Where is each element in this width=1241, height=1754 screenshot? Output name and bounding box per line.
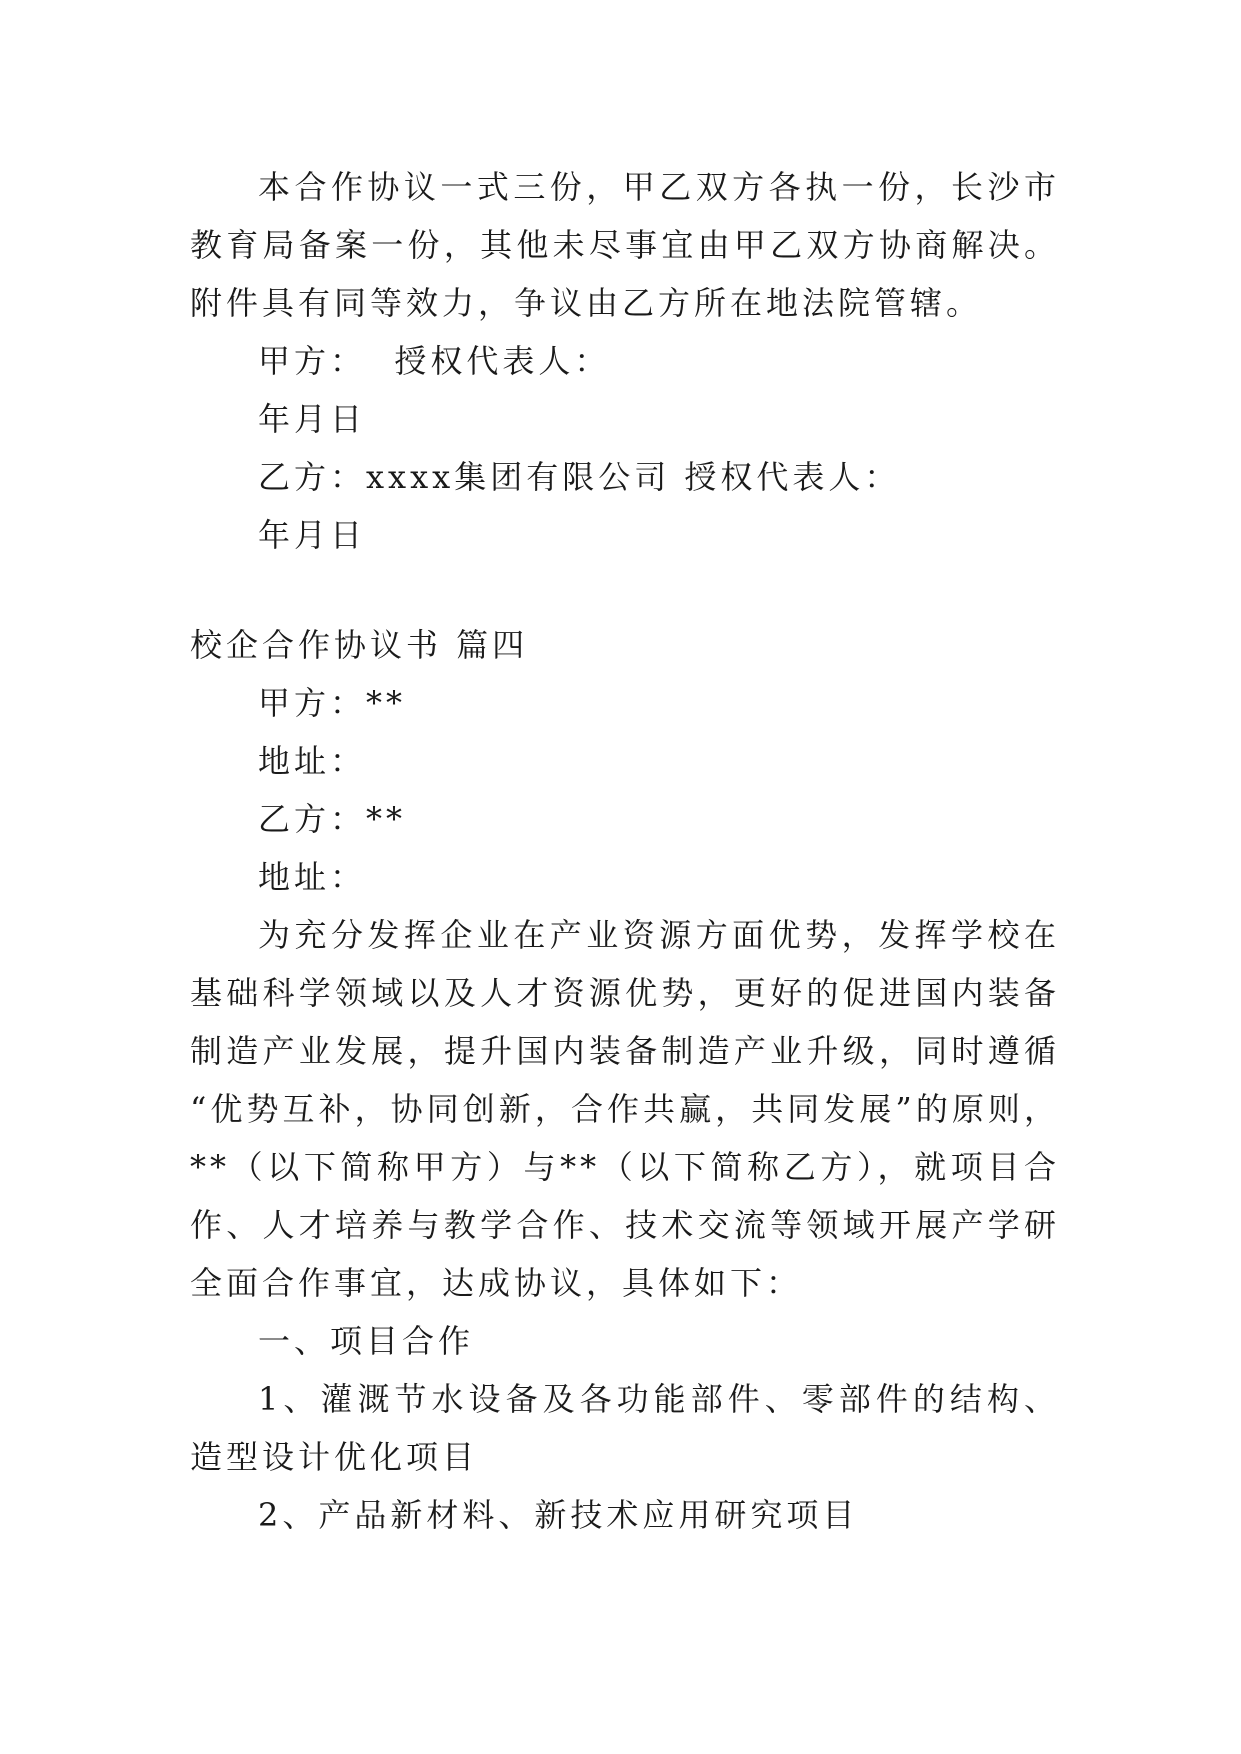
- address-a-line: 地址：: [258, 742, 367, 780]
- address-b-line: 地址：: [258, 858, 367, 896]
- list-item-1: 1、灌溉节水设备及各功能部件、零部件的结构、造型设计优化项目: [190, 1380, 1060, 1476]
- party-a-signature-line: 甲方： 授权代表人：: [258, 342, 611, 380]
- section-spacer: [190, 564, 1060, 616]
- paragraph-agreement-copies: 本合作协议一式三份，甲乙双方各执一份，长沙市教育局备案一份，其他未尽事宜由甲乙双方协商解决。附件具有同等效力，争议由乙方所在地法院管辖。: [190, 168, 1060, 322]
- party-b-line: 乙方：**: [258, 800, 407, 838]
- party-b-signature-line: 乙方：xxxx集团有限公司 授权代表人：: [258, 458, 901, 496]
- document-page: [190, 158, 1060, 1544]
- section-title: 校企合作协议书 篇四: [190, 626, 529, 664]
- party-a-line: 甲方：**: [258, 684, 407, 722]
- item-heading: 一、项目合作: [258, 1322, 475, 1360]
- intro-paragraph: 为充分发挥企业在产业资源方面优势，发挥学校在基础科学领域以及人才资源优势，更好的促进国内装备制造产业发展，提升国内装备制造产业升级，同时遵循 “优势互补，协同创新，合作共赢，共同发展”的原则，**（以下简称甲方）与**（以下简称乙方），就项目合作、人才培养与教学合作、技术交流等领域开展产学研全面合作事宜，达成协议，具体如下：: [190, 916, 1060, 1302]
- date-line-a: 年月日: [258, 400, 367, 438]
- date-line-b: 年月日: [258, 516, 367, 554]
- list-item-2: 2、产品新材料、新技术应用研究项目: [258, 1496, 859, 1534]
